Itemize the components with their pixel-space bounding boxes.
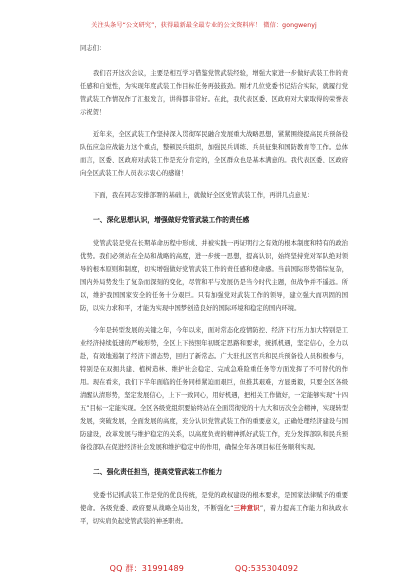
section-paragraph: 今年是转型发展的关键之年，今年以来，面对常态化疫情防控、经济下行压力加大特别是工业经济持续低速的严峻形势，全区上下按照年初既定思路和要求，统抓机遇，坚定信心，全力以赴，有效地遏制了经济下滑态势，回归了新常态。广大驻扎区官兵和民兵预备役人员积极参与，特别是在双拥共建、植树造林、维护社会稳定、完成急难险重任务等方面发挥了不可替代的作用。现在看来，我们下半年面临的任务同样紧迫而艰巨，但推其艰难，方显勇毅，只要全区各级清醒认清形势，坚定发展信心，上下一致同心，用好机遇，把相关工作做好，一定能够实现“十四五”目标一定能实现。全区各级党组织要始终站在全面贯彻党的十九大和历次全会精神，实现转型发展，突破发展，全面发展的高度，充分认识党管武装工作的重要意义，正确处理经济建设与国防建设，改革发展与维护稳定的关系，以高度负责的精神抓好武装工作，充分发挥部队和民兵预备役部队在促进经济社会发展和维护稳定中的作用，确保全年各项目标任务顺利实现。 bbox=[80, 327, 348, 451]
section-paragraph bbox=[80, 489, 348, 528]
header-note: 关注头条号“公文研究”，获得最新最全最专业的公文资料库！ 微信：gongwenyj bbox=[91, 22, 317, 29]
salutation: 同志们： bbox=[80, 45, 106, 52]
qq-group: QQ 群：31991489 bbox=[109, 564, 185, 573]
footer-contact bbox=[0, 563, 408, 574]
emphasis-text: 三种意识 bbox=[233, 505, 260, 512]
intro-paragraph: 下面，我在同志安排部署的基础上，就做好全区党管武装工作，再讲几点意见： bbox=[93, 192, 314, 199]
section-paragraph: 党管武装是党在长期革命历程中形成、并被实践一再证明行之有效的根本制度和特有的政治优势。我们必须站在全局和战略的高度，进一步统一思想，提高认识，始终坚持党对军队绝对领导的根本原则和制度，切实增强做好党管武装工作的责任感和使命感。当前国际形势错综复杂，国内外局势发生了复杂而深刻的变化，尽管和平与发展仍是当今时代主题，但战争并不遥远。所以，维护我国国家安全的任务十分艰巨。只有加强党对武装工作的领导，建立强大而巩固的国防，以实力求和平，才能为实现中国梦创造良好的国际环境和稳定的国内环境。 bbox=[80, 240, 348, 312]
qq-number: QQ:535304092 bbox=[234, 564, 299, 573]
paragraph-text: ”，着力提高工作能力和执政水平，切实肩负起党管武装的神圣职责。 bbox=[80, 505, 349, 525]
intro-paragraph: 我们召开这次会议，主要是相互学习借鉴党管武装经验，增强大家进一步做好武装工作的责任感和自觉性，为实现年度武装工作目标任务再鼓鼓劲。刚才几位党委书记结合实际，就履行党管武装工作情况作了汇报发言，讲得都非常好。在此，我代表区委、区政府对大家取得的荣誉表示祝贺！ bbox=[80, 70, 348, 116]
document-body bbox=[80, 42, 348, 528]
section-heading-2: 二、强化责任担当，提高党管武装工作能力 bbox=[93, 468, 223, 476]
paragraph-text: 党委书记抓武装工作是党的优良传统，是党的政权建设的根本要求，是国家法律赋予的重要使命。各级党委、政府要从战略全局出发，不断强化“ bbox=[80, 492, 348, 512]
section-heading-1: 一、深化思想认识，增强做好党管武装工作的责任感 bbox=[93, 216, 250, 224]
intro-paragraph: 近年来，全区武装工作坚持深入贯彻军民融合发展重大战略思想，紧紧围绕提高民兵预备役队伍应急应战能力这个重点，整顿民兵组织，加强民兵训练、兵员征集和国防教育等工作。总体而言，区委、区政府对武装工作是充分肯定的，全区群众也是基本满意的。我代表区委、区政府向全区武装工作人员表示衷心的感谢！ bbox=[80, 131, 348, 177]
